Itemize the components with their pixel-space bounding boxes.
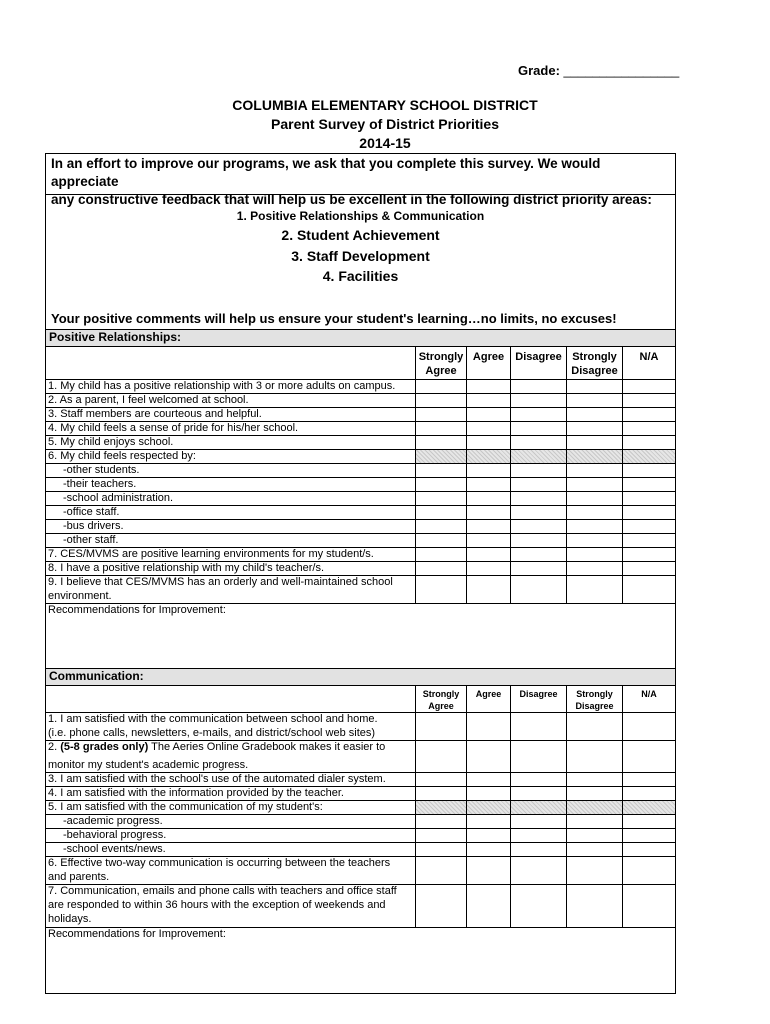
col-agree: Agree	[472, 351, 505, 363]
comm-q2-cont: monitor my student's academic progress.	[48, 759, 249, 771]
rel-q6a: -other students.	[63, 464, 140, 476]
shaded-row	[416, 449, 675, 463]
rel-q6: 6. My child feels respected by:	[48, 450, 196, 462]
rel-q6e: -bus drivers.	[63, 520, 124, 532]
grade-field[interactable]	[518, 63, 679, 78]
comm-q5: 5. I am satisfied with the communication of my student's:	[48, 801, 323, 813]
rel-q4: 4. My child feels a sense of pride for his/her school.	[48, 422, 299, 434]
priority-1: 1. Positive Relationships & Communication	[236, 209, 485, 223]
col2-agree: Agree	[475, 689, 502, 699]
priority-4: 4. Facilities	[322, 268, 399, 284]
survey-title: Parent Survey of District Priorities	[271, 116, 499, 132]
district-name: COLUMBIA ELEMENTARY SCHOOL DISTRICT	[232, 97, 538, 113]
intro-text	[51, 155, 671, 209]
comm-q5a: -academic progress.	[63, 815, 163, 827]
rel-q6c: -school administration.	[63, 492, 174, 504]
col2-strongly-agree: Strongly Agree	[422, 689, 460, 711]
col-disagree: Disagree	[515, 351, 562, 363]
rel-q1: 1. My child has a positive relationship with 3 or more adults on campus.	[48, 380, 396, 392]
grade-blank: ________________	[563, 63, 680, 78]
comm-q7-cont2: holidays.	[48, 913, 92, 925]
comm-q2: 2. (5-8 grades only) The Aeries Online Gradebook makes it easier to	[48, 741, 386, 753]
rel-q8: 8. I have a positive relationship with my child's teacher/s.	[48, 562, 325, 574]
section-communication-header: Communication:	[46, 668, 675, 686]
rel-q7: 7. CES/MVMS are positive learning environments for my student/s.	[48, 548, 374, 560]
section-positive-relationships-header: Positive Relationships:	[46, 329, 675, 347]
shaded-row-2	[416, 800, 675, 814]
rel-q5: 5. My child enjoys school.	[48, 436, 174, 448]
tagline: Your positive comments will help us ensure your student's learning…no limits, no excuses!	[51, 311, 617, 326]
rel-q6d: -office staff.	[63, 506, 120, 518]
rel-recommendations-label: Recommendations for Improvement:	[48, 604, 226, 616]
comm-q6-cont: and parents.	[48, 871, 110, 883]
comm-q7-cont: are responded to within 36 hours with the exception of weekends and	[48, 899, 386, 911]
col2-strongly-disagree: Strongly Disagree	[575, 689, 614, 711]
rel-q2: 2. As a parent, I feel welcomed at school.	[48, 394, 249, 406]
intro-divider	[46, 194, 675, 195]
rel-q9-cont: environment.	[48, 590, 112, 602]
grade-label: Grade:	[518, 63, 560, 78]
col2-na: N/A	[641, 689, 657, 699]
intro-line-2: any constructive feedback that will help us be excellent in the following district priority areas:	[51, 192, 652, 207]
col2-disagree: Disagree	[519, 689, 558, 699]
intro-line-1: In an effort to improve our programs, we ask that you complete this survey. We would appreciate	[51, 156, 601, 189]
comm-q5b: -behavioral progress.	[63, 829, 167, 841]
comm-q4: 4. I am satisfied with the information provided by the teacher.	[48, 787, 344, 799]
rel-q9: 9. I believe that CES/MVMS has an orderly and well-maintained school	[48, 576, 393, 588]
comm-q7: 7. Communication, emails and phone calls with teachers and office staff	[48, 885, 397, 897]
comm-recommendations-label: Recommendations for Improvement:	[48, 928, 226, 940]
col-strongly-agree: Strongly Agree	[418, 351, 464, 377]
comm-q5c: -school events/news.	[63, 843, 166, 855]
comm-q3: 3. I am satisfied with the school's use of the automated dialer system.	[48, 773, 386, 785]
priority-3: 3. Staff Development	[291, 248, 430, 264]
priority-2: 2. Student Achievement	[281, 227, 440, 243]
comm-q1: 1. I am satisfied with the communication between school and home.	[48, 713, 378, 725]
survey-year: 2014-15	[359, 135, 411, 151]
col-na: N/A	[639, 351, 659, 363]
col-strongly-disagree: Strongly Disagree	[571, 351, 618, 377]
rel-q3: 3. Staff members are courteous and helpful.	[48, 408, 262, 420]
rel-q6f: -other staff.	[63, 534, 119, 546]
comm-q1-cont: (i.e. phone calls, newsletters, e-mails, and district/school web sites)	[48, 727, 376, 739]
comm-q2-grades-note: (5-8 grades only)	[60, 741, 149, 753]
comm-q6: 6. Effective two-way communication is occurring between the teachers	[48, 857, 391, 869]
rel-q6b: -their teachers.	[63, 478, 137, 490]
